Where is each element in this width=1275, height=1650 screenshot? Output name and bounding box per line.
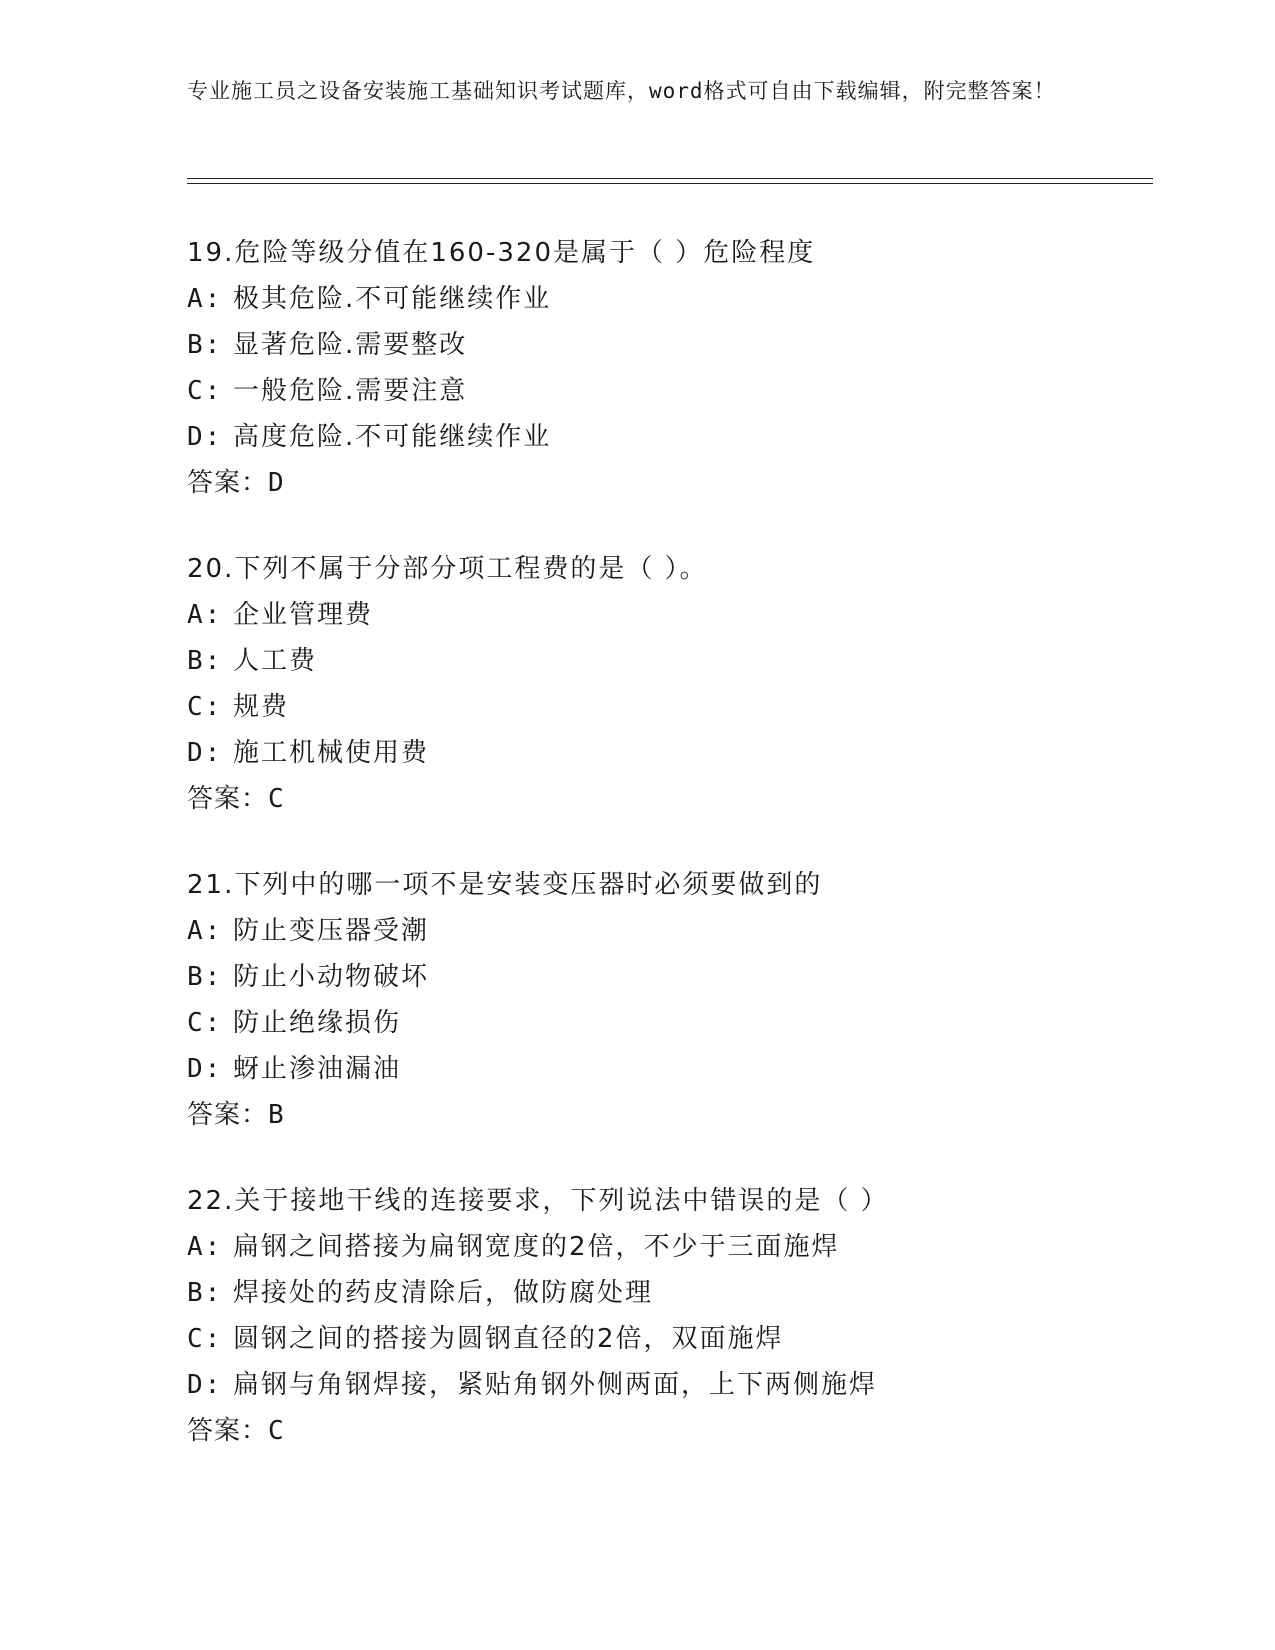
option-text: 施工机械使用费 xyxy=(233,738,430,768)
answer-label: 答案： xyxy=(187,1416,269,1446)
option-letter: C: xyxy=(187,1008,223,1038)
option-text: 扁钢与角钢焊接，紧贴角钢外侧两面，上下两侧施焊 xyxy=(233,1370,878,1400)
option-a xyxy=(187,276,1153,322)
option-letter: A: xyxy=(187,916,223,946)
option-text: 人工费 xyxy=(233,646,318,676)
option-letter: B: xyxy=(187,646,223,676)
question-stem: 21.下列中的哪一项不是安装变压器时必须要做到的 xyxy=(187,870,823,900)
option-text: 防止小动物破坏 xyxy=(233,962,430,992)
answer-label: 答案： xyxy=(187,1100,269,1130)
question-stem: 19.危险等级分值在160-320是属于（ ）危险程度 xyxy=(187,238,816,268)
question-21 xyxy=(187,862,1153,1138)
option-text: 极其危险.不可能继续作业 xyxy=(233,284,552,314)
option-letter: D: xyxy=(187,422,223,452)
answer-value: B xyxy=(268,1100,285,1130)
option-c xyxy=(187,1000,1153,1046)
option-letter: B: xyxy=(187,330,223,360)
option-text: 圆钢之间的搭接为圆钢直径的2倍，双面施焊 xyxy=(233,1324,784,1354)
option-letter: D: xyxy=(187,1054,223,1084)
header-divider-bottom xyxy=(187,183,1153,184)
option-text: 防止绝缘损伤 xyxy=(233,1008,402,1038)
option-a xyxy=(187,908,1153,954)
option-a xyxy=(187,1224,1153,1270)
option-letter: B: xyxy=(187,1278,223,1308)
option-text: 规费 xyxy=(233,692,290,722)
option-text: 扁钢之间搭接为扁钢宽度的2倍，不少于三面施焊 xyxy=(233,1232,840,1262)
answer-line xyxy=(187,1092,1153,1138)
question-stem: 20.下列不属于分部分项工程费的是（ ）。 xyxy=(187,554,708,584)
answer-line xyxy=(187,1408,1153,1454)
option-d xyxy=(187,414,1153,460)
option-letter: A: xyxy=(187,284,223,314)
option-d xyxy=(187,1046,1153,1092)
answer-label: 答案： xyxy=(187,784,269,814)
option-text: 防止变压器受潮 xyxy=(233,916,430,946)
document-header: 专业施工员之设备安装施工基础知识考试题库，word格式可自由下载编辑，附完整答案！ xyxy=(187,79,1056,103)
option-text: 一般危险.需要注意 xyxy=(233,376,468,406)
question-20 xyxy=(187,546,1153,822)
option-text: 企业管理费 xyxy=(233,600,374,630)
option-c xyxy=(187,684,1153,730)
option-letter: C: xyxy=(187,692,223,722)
option-b xyxy=(187,1270,1153,1316)
answer-line xyxy=(187,776,1153,822)
option-c xyxy=(187,368,1153,414)
answer-value: C xyxy=(268,784,285,814)
option-letter: B: xyxy=(187,962,223,992)
option-b xyxy=(187,954,1153,1000)
question-stem: 22.关于接地干线的连接要求，下列说法中错误的是（ ） xyxy=(187,1186,889,1216)
option-text: 焊接处的药皮清除后，做防腐处理 xyxy=(233,1278,654,1308)
answer-label: 答案： xyxy=(187,468,269,498)
option-d xyxy=(187,1362,1153,1408)
answer-value: D xyxy=(268,468,285,498)
header-divider-top xyxy=(187,178,1153,179)
answer-line xyxy=(187,460,1153,506)
answer-value: C xyxy=(268,1416,285,1446)
option-letter: D: xyxy=(187,738,223,768)
option-letter: C: xyxy=(187,376,223,406)
option-text: 高度危险.不可能继续作业 xyxy=(233,422,552,452)
question-19 xyxy=(187,230,1153,506)
option-c xyxy=(187,1316,1153,1362)
option-letter: C: xyxy=(187,1324,223,1354)
option-text: 显著危险.需要整改 xyxy=(233,330,468,360)
question-22 xyxy=(187,1178,1153,1454)
option-text: 蚜止渗油漏油 xyxy=(233,1054,402,1084)
option-d xyxy=(187,730,1153,776)
option-b xyxy=(187,638,1153,684)
option-a xyxy=(187,592,1153,638)
option-b xyxy=(187,322,1153,368)
option-letter: D: xyxy=(187,1370,223,1400)
option-letter: A: xyxy=(187,1232,223,1262)
option-letter: A: xyxy=(187,600,223,630)
